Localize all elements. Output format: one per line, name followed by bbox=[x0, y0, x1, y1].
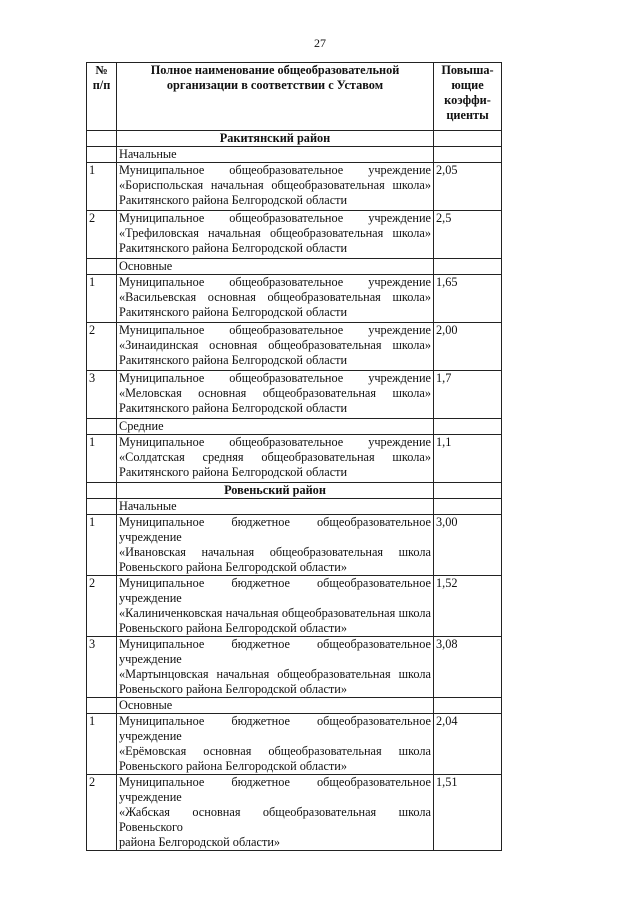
school-name-line: Муниципальное бюджетное общеобразовательное учреждение bbox=[119, 576, 431, 605]
coefficient-value: 2,05 bbox=[434, 163, 502, 211]
schools-coefficient-table bbox=[86, 62, 502, 851]
row-number: 1 bbox=[87, 515, 117, 576]
coefficient-value: 2,5 bbox=[434, 211, 502, 259]
school-name-line: Ракитянского района Белгородской области bbox=[119, 193, 348, 207]
school-name-line: Муниципальное общеобразовательное учреждение bbox=[119, 323, 431, 337]
school-name-line: Ракитянского района Белгородской области bbox=[119, 241, 348, 255]
school-name-line: «Меловская основная общеобразовательная школа» bbox=[119, 386, 431, 400]
row-number: 2 bbox=[87, 323, 117, 371]
group-empty-cell bbox=[434, 419, 502, 435]
school-name-line: Ракитянского района Белгородской области bbox=[119, 305, 348, 319]
group-empty-cell bbox=[87, 698, 117, 714]
table-row bbox=[87, 163, 502, 211]
row-number: 2 bbox=[87, 576, 117, 637]
school-name-line: «Мартынцовская начальная общеобразовательная школа bbox=[119, 667, 431, 681]
school-name-line: «Солдатская средняя общеобразовательная школа» bbox=[119, 450, 431, 464]
coefficient-value: 1,1 bbox=[434, 435, 502, 483]
school-name-line: Муниципальное общеобразовательное учреждение bbox=[119, 371, 431, 385]
coefficient-value: 1,65 bbox=[434, 275, 502, 323]
school-name-line: Муниципальное бюджетное общеобразовательное учреждение bbox=[119, 637, 431, 666]
school-name bbox=[117, 576, 434, 637]
table-row bbox=[87, 637, 502, 698]
coefficient-value: 1,51 bbox=[434, 775, 502, 851]
table-row bbox=[87, 371, 502, 419]
school-name bbox=[117, 275, 434, 323]
coefficient-value: 3,08 bbox=[434, 637, 502, 698]
district-empty-cell bbox=[87, 131, 117, 147]
coefficient-value: 2,04 bbox=[434, 714, 502, 775]
district-empty-cell bbox=[87, 483, 117, 499]
group-empty-cell bbox=[434, 499, 502, 515]
school-name-line: Муниципальное бюджетное общеобразовательное учреждение bbox=[119, 714, 431, 743]
school-name bbox=[117, 323, 434, 371]
group-title: Средние bbox=[117, 419, 434, 435]
group-row bbox=[87, 419, 502, 435]
group-row bbox=[87, 259, 502, 275]
school-name-line: Муниципальное общеобразовательное учреждение bbox=[119, 435, 431, 449]
district-title: Ровеньский район bbox=[117, 483, 434, 499]
table-row bbox=[87, 211, 502, 259]
column-header-coefficient: Повыша-ющие коэффи-циенты bbox=[434, 63, 502, 131]
school-name-line: «Жабская основная общеобразовательная школа Ровеньского bbox=[119, 805, 431, 834]
row-number: 1 bbox=[87, 714, 117, 775]
coefficient-value: 1,7 bbox=[434, 371, 502, 419]
school-name-line: района Белгородской области» bbox=[119, 835, 281, 849]
coefficient-value: 2,00 bbox=[434, 323, 502, 371]
row-number: 1 bbox=[87, 163, 117, 211]
school-name-line: Ровеньского района Белгородской области» bbox=[119, 759, 348, 773]
school-name bbox=[117, 637, 434, 698]
group-title: Начальные bbox=[117, 499, 434, 515]
school-name-line: Муниципальное общеобразовательное учреждение bbox=[119, 275, 431, 289]
school-name-line: «Ивановская начальная общеобразовательная школа bbox=[119, 545, 431, 559]
table-body bbox=[87, 131, 502, 851]
school-name-line: Ровеньского района Белгородской области» bbox=[119, 682, 348, 696]
table-row bbox=[87, 576, 502, 637]
coefficient-value: 3,00 bbox=[434, 515, 502, 576]
school-name-line: Ровеньского района Белгородской области» bbox=[119, 560, 348, 574]
school-name bbox=[117, 714, 434, 775]
district-row bbox=[87, 483, 502, 499]
table-row bbox=[87, 775, 502, 851]
school-name-line: «Бориспольская начальная общеобразовательная школа» bbox=[119, 178, 431, 192]
table-row bbox=[87, 515, 502, 576]
group-empty-cell bbox=[87, 147, 117, 163]
table-row bbox=[87, 323, 502, 371]
school-name-line: Муниципальное общеобразовательное учреждение bbox=[119, 211, 431, 225]
row-number: 1 bbox=[87, 435, 117, 483]
group-title: Основные bbox=[117, 259, 434, 275]
district-empty-cell bbox=[434, 131, 502, 147]
column-header-number: № п/п bbox=[87, 63, 117, 131]
group-title: Начальные bbox=[117, 147, 434, 163]
group-empty-cell bbox=[434, 259, 502, 275]
school-name-line: «Зинаидинская основная общеобразовательная школа» bbox=[119, 338, 431, 352]
group-empty-cell bbox=[87, 259, 117, 275]
group-row bbox=[87, 698, 502, 714]
page-number: 27 bbox=[314, 36, 326, 50]
group-empty-cell bbox=[434, 698, 502, 714]
column-header-name: Полное наименование общеобразовательной организации в соответствии с Уставом bbox=[117, 63, 434, 131]
school-name-line: Муниципальное бюджетное общеобразовательное учреждение bbox=[119, 775, 431, 804]
school-name bbox=[117, 163, 434, 211]
school-name bbox=[117, 515, 434, 576]
table-row bbox=[87, 435, 502, 483]
school-name bbox=[117, 435, 434, 483]
school-name-line: «Трефиловская начальная общеобразовательная школа» bbox=[119, 226, 431, 240]
group-empty-cell bbox=[87, 499, 117, 515]
row-number: 3 bbox=[87, 371, 117, 419]
coefficient-value: 1,52 bbox=[434, 576, 502, 637]
group-row bbox=[87, 499, 502, 515]
row-number: 1 bbox=[87, 275, 117, 323]
district-title: Ракитянский район bbox=[117, 131, 434, 147]
group-empty-cell bbox=[87, 419, 117, 435]
row-number: 2 bbox=[87, 775, 117, 851]
row-number: 3 bbox=[87, 637, 117, 698]
district-empty-cell bbox=[434, 483, 502, 499]
school-name-line: Ровеньского района Белгородской области» bbox=[119, 621, 348, 635]
school-name-line: «Ерёмовская основная общеобразовательная школа bbox=[119, 744, 431, 758]
school-name bbox=[117, 211, 434, 259]
district-row bbox=[87, 131, 502, 147]
row-number: 2 bbox=[87, 211, 117, 259]
school-name-line: «Калиниченковская начальная общеобразовательная школа bbox=[119, 606, 431, 620]
school-name bbox=[117, 371, 434, 419]
school-name-line: Ракитянского района Белгородской области bbox=[119, 465, 348, 479]
school-name-line: «Васильевская основная общеобразовательная школа» bbox=[119, 290, 431, 304]
school-name-line: Муниципальное общеобразовательное учреждение bbox=[119, 163, 431, 177]
school-name bbox=[117, 775, 434, 851]
group-row bbox=[87, 147, 502, 163]
table-row bbox=[87, 275, 502, 323]
school-name-line: Ракитянского района Белгородской области bbox=[119, 401, 348, 415]
school-name-line: Муниципальное бюджетное общеобразовательное учреждение bbox=[119, 515, 431, 544]
group-empty-cell bbox=[434, 147, 502, 163]
group-title: Основные bbox=[117, 698, 434, 714]
table-row bbox=[87, 714, 502, 775]
table-header-row bbox=[87, 63, 502, 131]
school-name-line: Ракитянского района Белгородской области bbox=[119, 353, 348, 367]
